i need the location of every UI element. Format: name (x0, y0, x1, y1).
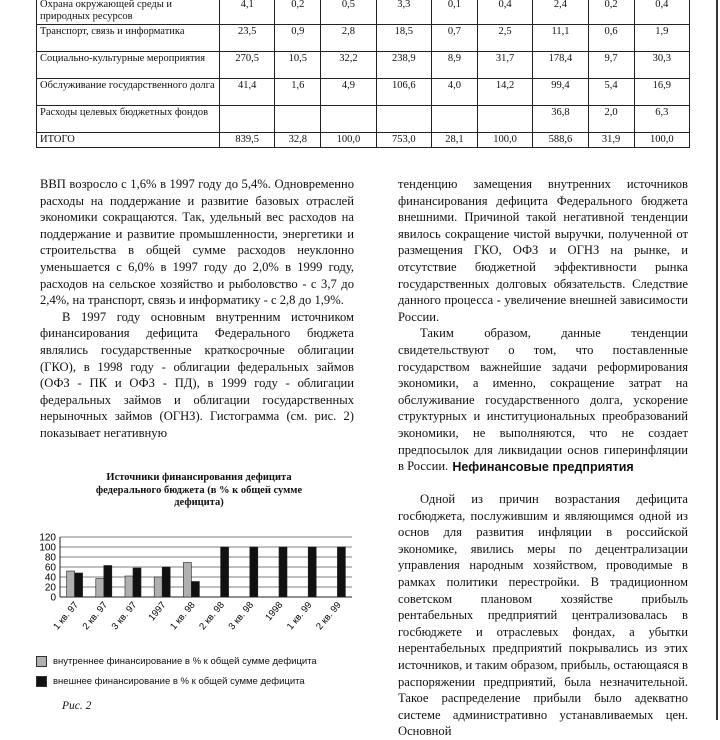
y-tick-label: 100 (39, 542, 56, 554)
x-tick-label: 2 кв. 97 (80, 599, 111, 633)
x-tick-label: 3 кв. 97 (109, 599, 140, 633)
table-cell: 32,8 (275, 133, 321, 148)
table-row-label: Социально-культурные мероприятия (37, 52, 220, 79)
x-tick-label: 2 кв. 99 (314, 599, 344, 633)
legend-swatch-internal (36, 656, 47, 667)
chart-title: Источники финансирования дефицита федерального бюджета (в % к общей сумме дефицита) (95, 472, 303, 508)
paragraph: В 1997 году основным внутренним источником финансирования дефицита Федерального бюджета являлись государственные краткосрочные облигации (ГКО), в 1998 году - облигации федеральных займов (ОФЗ - ПК и ОФЗ - ПД), в 1999 году - облигации федеральных займов и облигации государственных нерыночных займов (ОГНЗ). Гистограмма (см. рис. 2) показывает негативную (40, 309, 354, 440)
table-cell: 2,4 (533, 0, 588, 25)
table-cell: 106,6 (376, 79, 431, 106)
table-cell: 4,9 (321, 79, 376, 106)
table-cell: 100,0 (477, 133, 532, 148)
table-cell: 238,9 (376, 52, 431, 79)
table-cell: 1,6 (275, 79, 321, 106)
bar-external (133, 568, 141, 597)
legend-label: внешнее финансирование в % к общей сумме дефицита (53, 676, 305, 687)
x-tick-label: 3 кв. 98 (226, 599, 257, 633)
bar-external (337, 547, 345, 597)
table-cell: 839,5 (220, 133, 275, 148)
table-row-label: Расходы целевых бюджетных фондов (37, 106, 220, 133)
bar-external (250, 547, 258, 597)
table-cell: 588,6 (533, 133, 588, 148)
table-cell: 31,9 (588, 133, 634, 148)
table-cell: 0,7 (432, 25, 478, 52)
x-tick-label: 1 кв. 98 (168, 599, 198, 633)
table-cell: 0,4 (634, 0, 689, 25)
table-cell: 0,4 (477, 0, 532, 25)
table-cell: 0,6 (588, 25, 634, 52)
table-cell: 100,0 (321, 133, 376, 148)
legend-item-internal (36, 656, 317, 667)
table-cell: 5,4 (588, 79, 634, 106)
figure-caption: Рис. 2 (62, 700, 92, 712)
table-cell: 2,8 (321, 25, 376, 52)
x-tick-label: 1 кв. 99 (284, 599, 315, 633)
bar-internal (183, 563, 191, 598)
table-cell: 36,8 (533, 106, 588, 133)
y-tick-label: 80 (44, 552, 56, 564)
table-cell: 0,9 (275, 25, 321, 52)
legend-label: внутреннее финансирование в % к общей сумме дефицита (53, 656, 317, 667)
x-tick-label: 1997 (146, 599, 169, 624)
table-cell: 0,1 (432, 0, 478, 25)
table-cell: 6,3 (634, 106, 689, 133)
table-row-label: ИТОГО (37, 133, 220, 148)
table-cell: 14,2 (477, 79, 532, 106)
table-cell: 10,5 (275, 52, 321, 79)
table-cell: 99,4 (533, 79, 588, 106)
table-cell: 2,5 (477, 25, 532, 52)
x-tick-label: 2 кв. 98 (197, 599, 227, 633)
table-cell: 28,1 (432, 133, 478, 148)
table-cell: 16,9 (634, 79, 689, 106)
y-tick-label: 60 (44, 562, 56, 574)
table-cell: 18,5 (376, 25, 431, 52)
paragraph: ВВП возросло с 1,6% в 1997 году до 5,4%. Одновременно расходы на поддержание и развитие базовых отраслей экономики сокращаются. Так, удельный вес расходов на поддержание и развитие промышленности, энергетики и строительства в общей сумме расходов неуклонно уменьшается с 6,0% в 1997 году до 2,0% в 1999 году, расходов на сельское хозяйство и рыболовство - с 3,7 до 2,4%, на транспорт, связь и информатику - с 2,8 до 1,9%. (40, 177, 354, 308)
paragraph: тенденцию замещения внутренних источников финансирования дефицита Федерального бюджета внешними. Причиной такой негативной тенденции явилось сокращение чистой выручки, полученной от размещения ГКО, ОФЗ и ОГНЗ на рынке, и отсутствие бюджетной эффективности рынка государственных долговых обязательств. Следствие данного процесса - увеличение внешней зависимости России. (398, 177, 688, 324)
y-tick-label: 120 (39, 532, 56, 544)
y-tick-label: 40 (44, 572, 56, 584)
y-tick-label: 0 (50, 592, 56, 604)
table-cell: 32,2 (321, 52, 376, 79)
bar-external (191, 582, 199, 598)
table-cell: 1,9 (634, 25, 689, 52)
x-tick-label: 1998 (263, 599, 286, 624)
table-cell: 753,0 (376, 133, 431, 148)
paragraph: Таким образом, данные тенденции свидетельствуют о том, что поставленные государством важнейшие задачи реформирования экономики, а именно, сокращение затрат на обслуживание государственного долга, ускорение структурных и институциональных преобразований экономики, не выполняются, что не создает предпосылок для ликвидации основ гиперинфляции в России. (398, 326, 688, 474)
table-cell: 270,5 (220, 52, 275, 79)
table-cell: 4,0 (432, 79, 478, 106)
legend-swatch-external (36, 676, 47, 687)
bar-internal (96, 579, 104, 598)
table-row-label: Охрана окружающей среды и природных ресурсов (37, 0, 220, 25)
table-cell: 23,5 (220, 25, 275, 52)
legend-item-external (36, 676, 305, 687)
table-cell: 31,7 (477, 52, 532, 79)
bar-external (279, 547, 287, 597)
section-heading: Нефинансовые предприятия (452, 460, 634, 474)
table-cell: 4,1 (220, 0, 275, 25)
table-row-label: Обслуживание государственного долга (37, 79, 220, 106)
bar-internal (154, 577, 162, 597)
table-cell: 30,3 (634, 52, 689, 79)
table-cell: 3,3 (376, 0, 431, 25)
table-cell: 11,1 (533, 25, 588, 52)
table-cell: 0,2 (588, 0, 634, 25)
page-edge-line (716, 0, 718, 720)
bar-external (308, 547, 316, 597)
bar-external (104, 566, 112, 598)
table-cell: 178,4 (533, 52, 588, 79)
bar-internal (67, 571, 75, 597)
table-cell: 0,5 (321, 0, 376, 25)
table-cell: 100,0 (634, 133, 689, 148)
table-cell: 9,7 (588, 52, 634, 79)
y-tick-label: 20 (44, 582, 56, 594)
table-cell: 0,2 (275, 0, 321, 25)
bar-external (75, 573, 83, 597)
paragraph: Одной из причин возрастания дефицита госбюджета, послужившим и являющимся одной из основ для развития инфляции в российской экономике, явились меры по децентрализации управления народным хозяйством, проводимые в рамках политики перестройки. В традиционном советском плановом хозяйстве прибыль рентабельных предприятий централизовалась в госбюджете и отраслевых фондах, а убытки нерентабельных предприятий покрывались из этих источников, и таким образом, прибыль, остающаяся в распоряжении предприятий, была незначительной. Такое распределение прибыли было адекватно системе административно устанавливаемых цен. Основной (398, 492, 688, 739)
table-cell: 41,4 (220, 79, 275, 106)
bar-internal (125, 576, 133, 597)
table-cell: 8,9 (432, 52, 478, 79)
bar-external (221, 547, 229, 597)
x-tick-label: 1 кв. 97 (51, 599, 81, 633)
table-row-label: Транспорт, связь и информатика (37, 25, 220, 52)
bar-external (162, 567, 170, 597)
table-cell: 2,0 (588, 106, 634, 133)
